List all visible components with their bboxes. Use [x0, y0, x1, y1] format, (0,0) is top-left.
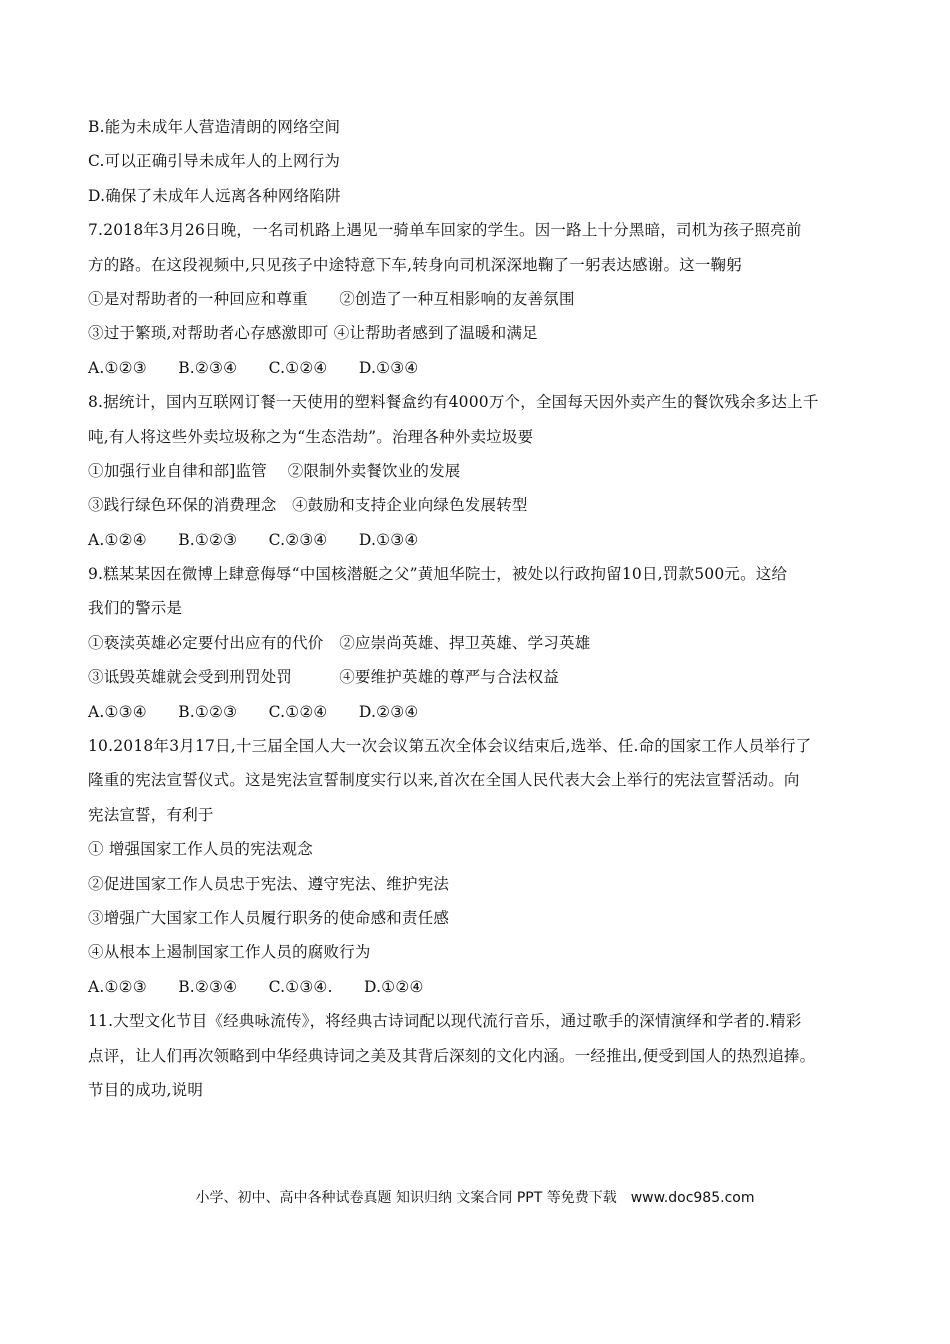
question-10-stem-line-3: 宪法宣誓，有利于 [88, 805, 214, 824]
question-10-statement-1: ① 增强国家工作人员的宪法观念 [88, 840, 313, 859]
question-7-choices: A.①②③ B.②③④ C.①②④ D.①③④ [88, 358, 419, 377]
question-7-stem-line-2: 方的路。在这段视频中,只见孩子中途特意下车,转身向司机深深地鞠了一躬表达感谢。这一鞠躬 [88, 255, 742, 274]
question-10-stem-line-2: 隆重的宪法宣誓仪式。这是宪法宣誓制度实行以来,首次在全国人民代表大会上举行的宪法宣誓活动。向 [88, 771, 800, 790]
question-7-stem-line-1: 7.2018年3月26日晚，一名司机路上遇见一骑单车回家的学生。因一路上十分黑暗，司机为孩子照亮前 [88, 221, 802, 240]
question-7-statements-1: ①是对帮助者的一种回应和尊重 ②创造了一种互相影响的友善氛围 [88, 289, 575, 308]
question-9-statements-1: ①亵渎英雄必定要付出应有的代价 ②应崇尚英雄、捍卫英雄、学习英雄 [88, 633, 591, 652]
question-10-statement-3: ③增强广大国家工作人员履行职务的使命感和责任感 [88, 908, 450, 927]
question-8-stem-line-1: 8.据统计，国内互联网订餐一天使用的塑料餐盒约有4000万个，全国每天因外卖产生的餐饮残余多达上千 [88, 393, 819, 412]
option-line-6b: B.能为未成年人营造清朗的网络空间 [88, 118, 341, 136]
question-9-statements-2: ③诋毁英雄就会受到刑罚处罚 ④要维护英雄的尊严与合法权益 [88, 668, 560, 687]
question-10-stem-line-1: 10.2018年3月17日,十三届全国人大一次会议第五次全体会议结束后,选举、任.命的国家工作人员举行了 [88, 737, 812, 756]
question-8-statements-2: ③践行绿色环保的消费理念 ④鼓励和支持企业向绿色发展转型 [88, 496, 528, 515]
question-9-choices: A.①③④ B.①②③ C.①②④ D.②③④ [88, 702, 419, 721]
option-line-6c: C.可以正确引导未成年人的上网行为 [88, 152, 341, 171]
question-10-statement-4: ④从根本上遏制国家工作人员的腐败行为 [88, 943, 371, 962]
question-11-stem-line-3: 节目的成功,说明 [88, 1080, 204, 1099]
question-11-stem-line-2: 点评，让人们再次领略到中华经典诗词之美及其背后深刻的文化内涵。一经推出,便受到国人的热烈追捧。 [88, 1046, 816, 1065]
question-7-statements-2: ③过于繁琐,对帮助者心存感激即可 ④让帮助者感到了温暖和满足 [88, 324, 538, 343]
question-8-choices: A.①②④ B.①②③ C.②③④ D.①③④ [88, 530, 419, 549]
question-8-stem-line-2: 吨,有人将这些外卖垃圾称之为“生态浩劫”。治理各种外卖垃圾要 [88, 427, 534, 446]
question-10-statement-2: ②促进国家工作人员忠于宪法、遵守宪法、维护宪法 [88, 874, 450, 893]
document-body [88, 110, 878, 1107]
option-line-6d: D.确保了未成年人远离各种网络陷阱 [88, 186, 341, 205]
question-8-statements-1: ①加强行业自律和部]监管 ②限制外卖餐饮业的发展 [88, 461, 461, 480]
page-footer: 小学、初中、高中各种试卷真题 知识归纳 文案合同 PPT 等免费下载 www.doc985.com [195, 1190, 755, 1206]
question-10-choices: A.①②③ B.②③④ C.①③④. D.①②④ [88, 977, 424, 996]
question-9-stem-line-2: 我们的警示是 [88, 599, 183, 618]
question-11-stem-line-1: 11.大型文化节目《经典咏流传》，将经典古诗词配以现代流行音乐，通过歌手的深情演绎和学者的.精彩 [88, 1012, 802, 1031]
question-9-stem-line-1: 9.糕某某因在微博上肆意侮辱“中国核潜艇之父”黄旭华院士，被处以行政拘留10日,罚款500元。这给 [88, 565, 788, 584]
